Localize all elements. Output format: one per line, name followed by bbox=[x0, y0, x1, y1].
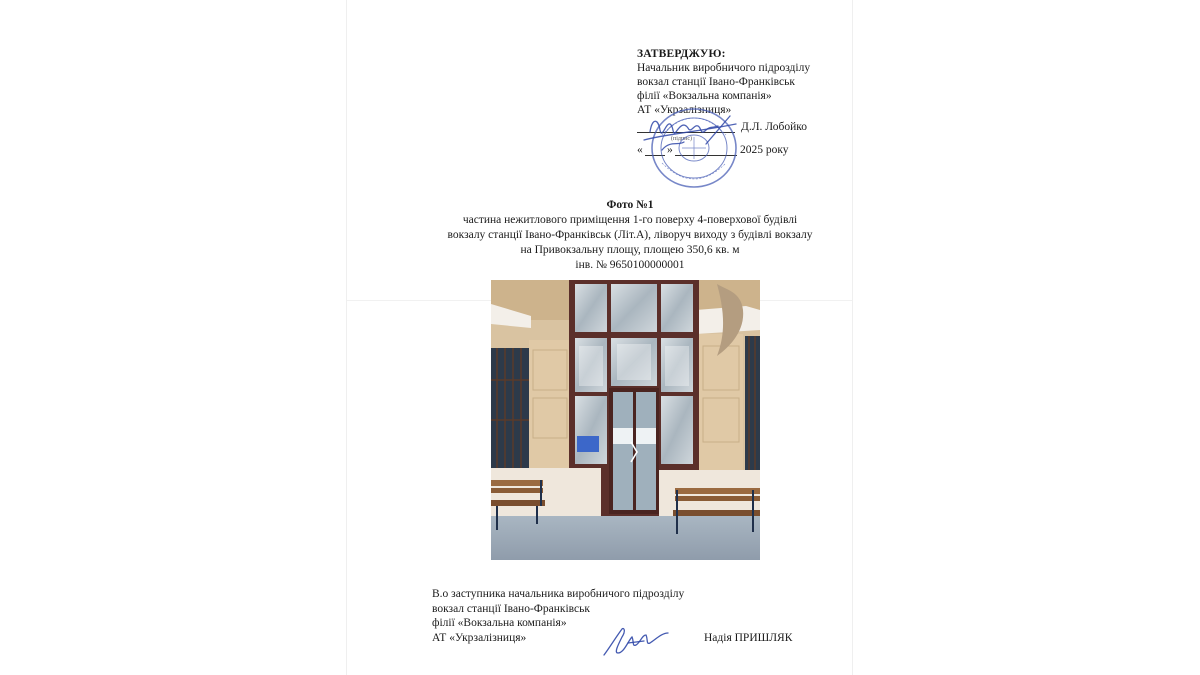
date-open-quote: « bbox=[637, 144, 643, 156]
approval-signature-icon bbox=[636, 110, 746, 160]
signoff-signer-name: Надія ПРИШЛЯК bbox=[704, 631, 793, 644]
caption-line-area: на Привокзальну площу, площею 350,6 кв. м bbox=[520, 244, 740, 256]
signoff-signature-icon bbox=[600, 623, 672, 659]
caption-line-inventory: інв. № 9650100000001 bbox=[575, 259, 685, 271]
approval-signer-name: Д.Л. Лобойко bbox=[741, 121, 808, 133]
signoff-line-unit: вокзал станції Івано-Франківськ bbox=[432, 602, 590, 615]
signoff-line-company: АТ «Укрзалізниця» bbox=[432, 631, 527, 644]
station-entrance-photo bbox=[491, 280, 760, 560]
caption-line-location: вокзалу станції Івано-Франківськ (Літ.А), ліворуч виходу з будівлі вокзалу bbox=[447, 229, 813, 241]
signoff-line-position: В.о заступника начальника виробничого підрозділу bbox=[432, 588, 685, 600]
caption-line-description: частина нежитлового приміщення 1-го поверху 4-поверхової будівлі bbox=[462, 214, 798, 226]
approval-line-branch: філії «Вокзальна компанія» bbox=[637, 90, 772, 102]
signoff-line-branch: філії «Вокзальна компанія» bbox=[432, 617, 567, 629]
approval-line-unit: вокзал станції Івано-Франківськ bbox=[637, 76, 795, 88]
photo-title: Фото №1 bbox=[606, 199, 654, 211]
approval-line-position: Начальник виробничого підрозділу bbox=[637, 62, 811, 74]
signature-caption: (підпис) bbox=[671, 136, 693, 142]
approval-line-company: АТ «Укрзалізниця» bbox=[637, 104, 732, 116]
approval-heading: ЗАТВЕРДЖУЮ: bbox=[637, 48, 726, 60]
date-year: 2025 року bbox=[740, 144, 789, 156]
date-close-quote: » bbox=[667, 144, 673, 156]
photo-caption bbox=[400, 198, 860, 273]
